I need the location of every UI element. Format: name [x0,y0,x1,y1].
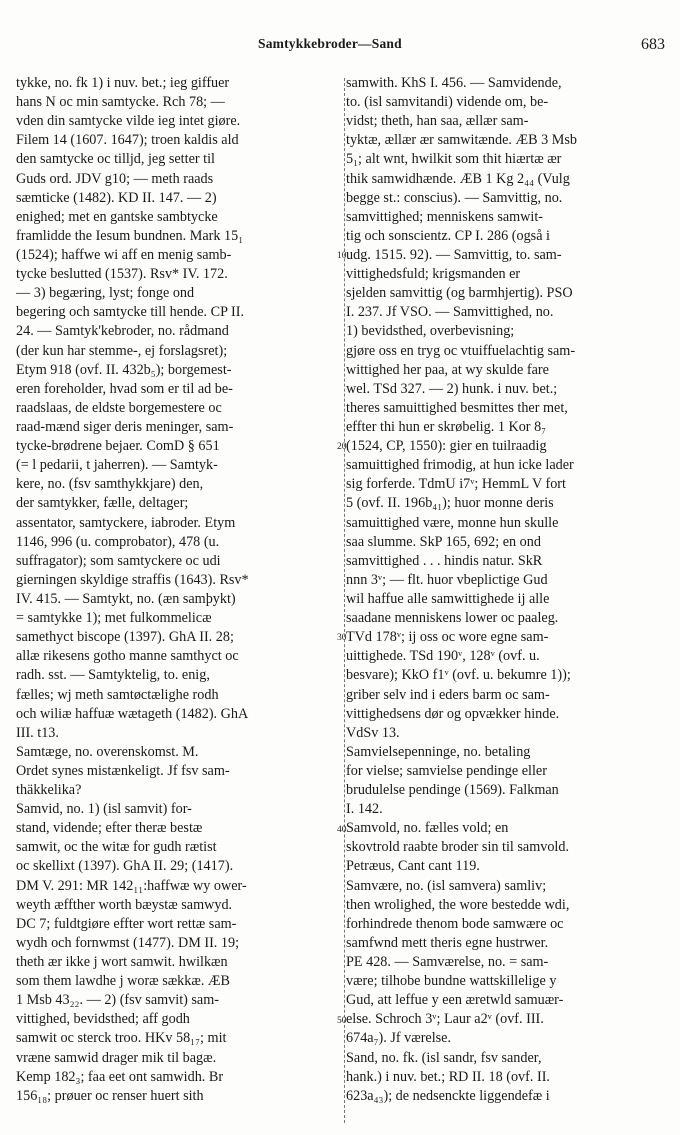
text-line: III. t13. [16,724,59,741]
text-line: brudulelse pendinge (1569). Falkman [346,782,559,799]
text-line: (der kun har stemme-, ej forslagsret); [16,342,228,359]
text-line: kere, no. (fsv samthykkjare) den, [16,476,204,493]
text-line: theth ær ikke j wort samwit. hwilkæn [16,954,228,971]
text-line: 156₁₈; prøuer oc renser huert sith [16,1087,204,1104]
text-line: = samtykke 1); met fulkommelicæ [16,610,212,627]
text-line: udg. 1515. 92). — Samvittig, to. sam- [346,246,562,263]
gutter-line-number: 10 [337,251,347,262]
text-line: 1 Msb 43₂₂. — 2) (fsv samvit) sam- [16,992,219,1009]
text-line: Guds ord. JDV g10; — meth raads [16,170,214,187]
text-line: PE 428. — Samværelse, no. = sam- [346,954,549,971]
text-line: radh. sst. — Samtyktelig, to. enig, [16,667,210,684]
text-line: vidst; theth, han saa, ællær sam- [346,113,529,130]
text-line: samwit oc sterck troo. HKv 58₁₇; mit [16,1030,227,1047]
text-line: begge st.: conscius). — Samvittig, no. [346,189,563,206]
text-line: vræne samwid drager mik til bagæ. [16,1049,217,1066]
text-line: Gud, att leffue y een æretwld samuær- [346,992,564,1009]
text-line: weyth æffther worth bæystæ samwyd. [16,896,233,913]
text-line: Kemp 182₃; faa eet ont samwidh. Br [16,1068,224,1085]
gutter-line-number: 20 [337,442,347,453]
text-line: 5 (ovf. II. 196b₄₁); huor monne deris [346,495,554,512]
text-line: VdSv 13. [346,724,400,741]
text-line: Etym 918 (ovf. II. 432b₅); borgemest- [16,361,232,378]
text-line: skovtrold raabte broder sin til samvold. [346,839,570,856]
text-line: framlidde the Iesum bundnen. Mark 15₁ [16,227,244,244]
page-number: 683 [641,36,665,53]
text-line: begering och samtycke till hende. CP II. [16,304,244,321]
text-line: raadslaas, de eldste borgemestere oc [16,399,222,416]
text-line: saa slumme. SkP 165, 692; en ond [346,533,541,550]
text-line: DC 7; fuldtgiøre effter wort rettæ sam- [16,915,237,932]
text-line: forhindrede thenom bode samwære oc [346,915,564,932]
text-line: 24. — Samtyk'kebroder, no. rådmand [16,323,229,340]
text-line: I. 142. [346,801,383,818]
text-line: hank.) i nuv. bet.; RD II. 18 (ovf. II. [346,1068,550,1085]
text-line: vittighedsens dør og opvækker hinde. [346,705,560,722]
text-line: besvare); KkO f1ᵛ (ovf. u. bekumre 1)); [346,667,571,684]
text-line: griber selv ind i eders barm oc sam- [346,686,550,703]
text-line: 1) bevidsthed, overbevisning; [346,323,515,340]
text-line: wittighed her paa, at wy skulde fare [346,361,549,378]
text-line: Samvielsepenninge, no. betaling [346,743,531,760]
text-line: (1524); haffwe wi aff en menig samb- [16,246,232,263]
text-line: der samtykker, fælle, deltager; [16,495,189,512]
text-line: Petræus, Cant cant 119. [346,858,480,875]
text-line: suffragator); som samtyckere oc udi [16,552,221,569]
text-line: Filem 14 (1607. 1647); troen kaldis ald [16,132,239,149]
gutter-line-number: 50 [337,1015,347,1026]
text-line: else. Schroch 3ᵛ; Laur a2ᵛ (ovf. III. [346,1011,544,1028]
text-line: vittighedsfuld; krigsmanden er [346,266,521,283]
text-line: och wiliæ haffuæ wætageth (1482). GhA [16,705,249,722]
text-line: Samvid, no. 1) (isl samvit) for- [16,801,192,818]
text-line: theres samuittighed besmittes ther met, [346,399,568,416]
text-line: 674a₇). Jf værelse. [346,1030,452,1047]
text-line: være; tilhobe bundne wattskillelige y [346,973,557,990]
text-line: allæ rikesens gotho manne samthyct oc [16,648,239,665]
text-line: I. 237. Jf VSO. — Samvittighed, no. [346,304,554,321]
text-line: then wrolighed, the wore bestedde wdi, [346,896,570,913]
text-line: fælles; wj meth samtøctælighe rodh [16,686,219,703]
text-line: — 3) begæring, lyst; fonge ond [16,285,195,302]
text-line: samuittighed frimodig, at hun icke lader [346,457,574,474]
text-line: tig och sonscientz. CP I. 286 (også i [346,227,550,244]
text-line: samethyct biscope (1397). GhA II. 28; [16,629,234,646]
text-line: Ordet synes mistænkeligt. Jf fsv sam- [16,762,230,779]
right-column [346,74,664,1129]
text-line: for vielse; samvielse pendinge eller [346,762,547,779]
text-line: Samtæge, no. overenskomst. M. [16,743,199,760]
text-line: oc skellixt (1397). GhA II. 29; (1417). [16,858,234,875]
text-line: effter thi hun er skrøbelig. 1 Kor 8₇ [346,418,547,435]
text-line: samwith. KhS I. 456. — Samvidende, [346,75,562,91]
text-line: samvittighed . . . hindis natur. SkR [346,552,543,569]
text-line: uittighede. TSd 190ᵛ, 128ᵛ (ovf. u. [346,648,540,665]
gutter-line-number: 40 [337,824,347,835]
left-column [16,74,334,1129]
running-head: Samtykkebroder—Sand [258,36,402,51]
text-line: sjelden samvittig (og barmhjertig). PSO [346,285,573,302]
text-line: sæmticke (1482). KD II. 147. — 2) [16,189,217,206]
text-line: 623a₄₃); de nedsenckte liggendefæ i [346,1087,550,1104]
text-line: Samvære, no. (isl samvera) samliv; [346,877,547,894]
text-line: stand, vidende; efter theræ bestæ [16,820,203,837]
text-line: tyktæ, ællær ær samwitænde. ÆB 3 Msb [346,132,577,149]
text-line: thik samwidhænde. ÆB 1 Kg 2₄₄ (Vulg [346,170,570,187]
text-line: (= l pedarii, t jaherren). — Samtyk- [16,457,218,474]
text-line: gjøre oss en tryg oc vtuiffuelachtig sam- [346,342,576,359]
gutter-line-number: 30 [337,633,347,644]
text-line: Samvold, no. fælles vold; en [346,820,509,837]
text-line: samvittighed; menniskens samwit- [346,208,544,225]
text-line: som them lawdhe j woræ sækkæ. ÆB [16,973,230,990]
text-line: thäkkelika? [16,782,82,799]
text-line: eren foreholder, hvad som er til ad be- [16,380,233,397]
text-line: 1146, 996 (u. comprobator), 478 (u. [16,533,220,550]
text-line: hans N oc min samtycke. Rch 78; — [16,94,225,111]
text-line: gierningen skyldige straffis (1643). Rsv* [16,571,249,588]
text-line: samuittighed være, monne hun skulle [346,514,559,531]
text-line: DM V. 291: MR 142₁₁:haffwæ wy ower- [16,877,247,894]
text-line: tykke, no. fk 1) i nuv. bet.; ieg giffuer [16,75,230,91]
text-line: TVd 178ᵛ; ij oss oc wore egne sam- [346,629,549,646]
text-line: raad-mænd siger deris meninger, sam- [16,418,234,435]
text-line: Sand, no. fk. (isl sandr, fsv sander, [346,1049,542,1066]
text-line: samfwnd mett theris egne hustrwer. [346,934,549,951]
text-line: nnn 3ᵛ; — flt. huor vbeplictige Gud [346,571,548,588]
text-line: samwit, oc the witæ for gudh rætist [16,839,217,856]
text-line: (1524, CP, 1550): gier en tuilraadig [346,438,547,455]
text-line: wydh och fornwmst (1477). DM II. 19; [16,934,240,951]
text-line: assentator, samtyckere, iabroder. Etym [16,514,236,531]
text-line: den samtycke oc tilljd, jeg setter til [16,151,215,168]
text-line: vittighed, bevidsthed; aff godh [16,1011,190,1028]
text-line: tycke-brødrene bejaer. ComD § 651 [16,438,220,455]
text-line: vden din samtycke vilde ieg intet giøre. [16,113,241,130]
text-line: saadane menniskens lower oc paaleg. [346,610,559,627]
text-line: wil haffue alle samwittighede ij alle [346,590,550,607]
text-line: wel. TSd 327. — 2) hunk. i nuv. bet.; [346,380,558,397]
text-line: sig forferde. TdmU i7ᵛ; HemmL V fort [346,476,566,493]
text-line: IV. 415. — Samtykt, no. (æn samþykt) [16,590,236,607]
text-line: tycke beslutted (1537). Rsv* IV. 172. [16,266,228,283]
text-line: enighed; met en gantske sambtycke [16,208,218,225]
text-line: to. (isl samvitandi) vidende om, be- [346,94,549,111]
text-line: 5₁; alt wnt, hwilkit som thit hiærtæ ær [346,151,562,168]
